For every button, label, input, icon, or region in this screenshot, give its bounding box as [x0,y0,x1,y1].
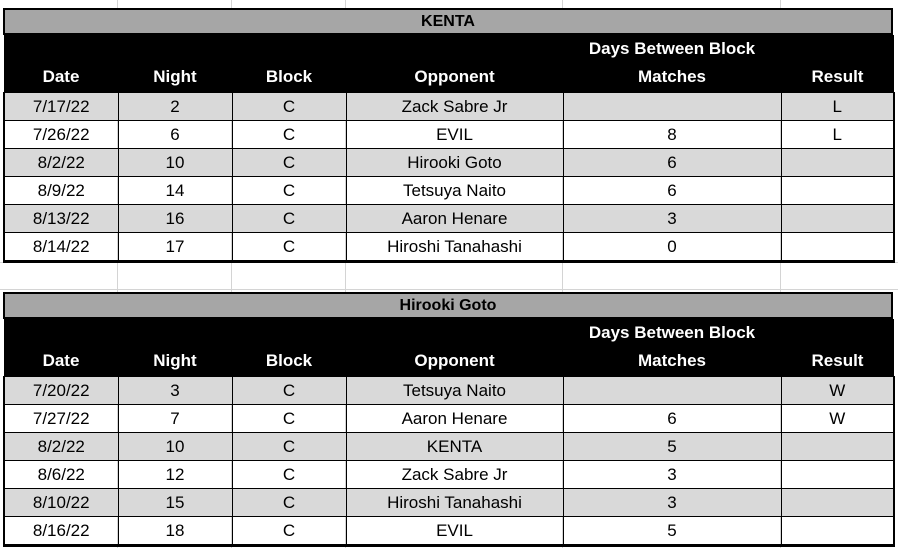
opponent-cell[interactable]: Hirooki Goto [346,149,563,177]
block-cell[interactable]: C [232,205,346,233]
table-body [4,377,894,546]
header-night[interactable]: Night [118,319,232,377]
days-between-cell[interactable]: 6 [563,405,781,433]
block-cell[interactable]: C [232,93,346,121]
block-cell[interactable]: C [232,489,346,517]
table-row [4,405,894,433]
night-cell[interactable]: 3 [118,377,232,405]
night-cell[interactable]: 10 [118,149,232,177]
night-cell[interactable]: 2 [118,93,232,121]
days-between-cell[interactable]: 3 [563,461,781,489]
date-cell[interactable]: 8/14/22 [4,233,118,262]
header-block[interactable]: Block [232,35,346,93]
block-cell[interactable]: C [232,121,346,149]
days-between-cell[interactable] [563,93,781,121]
table-row [4,233,894,262]
header-opponent[interactable]: Opponent [346,319,563,377]
result-cell[interactable]: W [781,377,894,405]
days-between-cell[interactable] [563,377,781,405]
header-result[interactable]: Result [781,35,894,93]
header-block[interactable]: Block [232,319,346,377]
table-row [4,433,894,461]
header-date[interactable]: Date [4,319,118,377]
night-cell[interactable]: 14 [118,177,232,205]
table-row [4,149,894,177]
table-title[interactable]: KENTA [3,8,893,35]
header-row [4,35,894,93]
days-between-cell[interactable]: 3 [563,205,781,233]
night-cell[interactable]: 16 [118,205,232,233]
block-cell[interactable]: C [232,377,346,405]
kenta-schedule-block [3,8,893,263]
result-cell[interactable] [781,461,894,489]
night-cell[interactable]: 15 [118,489,232,517]
result-cell[interactable] [781,517,894,546]
header-result[interactable]: Result [781,319,894,377]
opponent-cell[interactable]: Aaron Henare [346,405,563,433]
table-body [4,93,894,262]
days-between-cell[interactable]: 8 [563,121,781,149]
block-cell[interactable]: C [232,433,346,461]
result-cell[interactable]: W [781,405,894,433]
date-cell[interactable]: 7/20/22 [4,377,118,405]
block-cell[interactable]: C [232,517,346,546]
opponent-cell[interactable]: Zack Sabre Jr [346,93,563,121]
days-between-cell[interactable]: 5 [563,433,781,461]
days-between-cell[interactable]: 0 [563,233,781,262]
date-cell[interactable]: 8/6/22 [4,461,118,489]
night-cell[interactable]: 10 [118,433,232,461]
days-between-cell[interactable]: 3 [563,489,781,517]
date-cell[interactable]: 7/17/22 [4,93,118,121]
date-cell[interactable]: 8/13/22 [4,205,118,233]
table-row [4,489,894,517]
date-cell[interactable]: 7/26/22 [4,121,118,149]
result-cell[interactable] [781,205,894,233]
days-between-cell[interactable]: 6 [563,177,781,205]
result-cell[interactable] [781,149,894,177]
block-cell[interactable]: C [232,405,346,433]
block-cell[interactable]: C [232,461,346,489]
header-night[interactable]: Night [118,35,232,93]
header-days-between[interactable]: Days Between Block Matches [563,35,781,93]
result-cell[interactable] [781,177,894,205]
block-cell[interactable]: C [232,233,346,262]
header-days-between[interactable]: Days Between Block Matches [563,319,781,377]
result-cell[interactable]: L [781,93,894,121]
table-row [4,177,894,205]
date-cell[interactable]: 8/2/22 [4,433,118,461]
table-row [4,205,894,233]
date-cell[interactable]: 8/2/22 [4,149,118,177]
opponent-cell[interactable]: Zack Sabre Jr [346,461,563,489]
days-between-cell[interactable]: 6 [563,149,781,177]
schedule-table [3,319,895,547]
header-row [4,319,894,377]
result-cell[interactable] [781,233,894,262]
opponent-cell[interactable]: Tetsuya Naito [346,177,563,205]
opponent-cell[interactable]: EVIL [346,121,563,149]
block-cell[interactable]: C [232,177,346,205]
result-cell[interactable] [781,433,894,461]
header-date[interactable]: Date [4,35,118,93]
date-cell[interactable]: 8/9/22 [4,177,118,205]
table-row [4,93,894,121]
night-cell[interactable]: 7 [118,405,232,433]
schedule-table [3,35,895,263]
gridline [0,289,898,290]
date-cell[interactable]: 8/16/22 [4,517,118,546]
opponent-cell[interactable]: EVIL [346,517,563,546]
night-cell[interactable]: 12 [118,461,232,489]
result-cell[interactable] [781,489,894,517]
date-cell[interactable]: 8/10/22 [4,489,118,517]
table-title[interactable]: Hirooki Goto [3,292,893,319]
date-cell[interactable]: 7/27/22 [4,405,118,433]
table-row [4,517,894,546]
block-cell[interactable]: C [232,149,346,177]
table-row [4,377,894,405]
opponent-cell[interactable]: Hiroshi Tanahashi [346,489,563,517]
table-row [4,121,894,149]
night-cell[interactable]: 18 [118,517,232,546]
opponent-cell[interactable]: Aaron Henare [346,205,563,233]
hirooki-goto-schedule-block [3,292,893,547]
opponent-cell[interactable]: KENTA [346,433,563,461]
days-between-cell[interactable]: 5 [563,517,781,546]
header-opponent[interactable]: Opponent [346,35,563,93]
opponent-cell[interactable]: Hiroshi Tanahashi [346,233,563,262]
opponent-cell[interactable]: Tetsuya Naito [346,377,563,405]
table-row [4,461,894,489]
night-cell[interactable]: 17 [118,233,232,262]
night-cell[interactable]: 6 [118,121,232,149]
result-cell[interactable]: L [781,121,894,149]
